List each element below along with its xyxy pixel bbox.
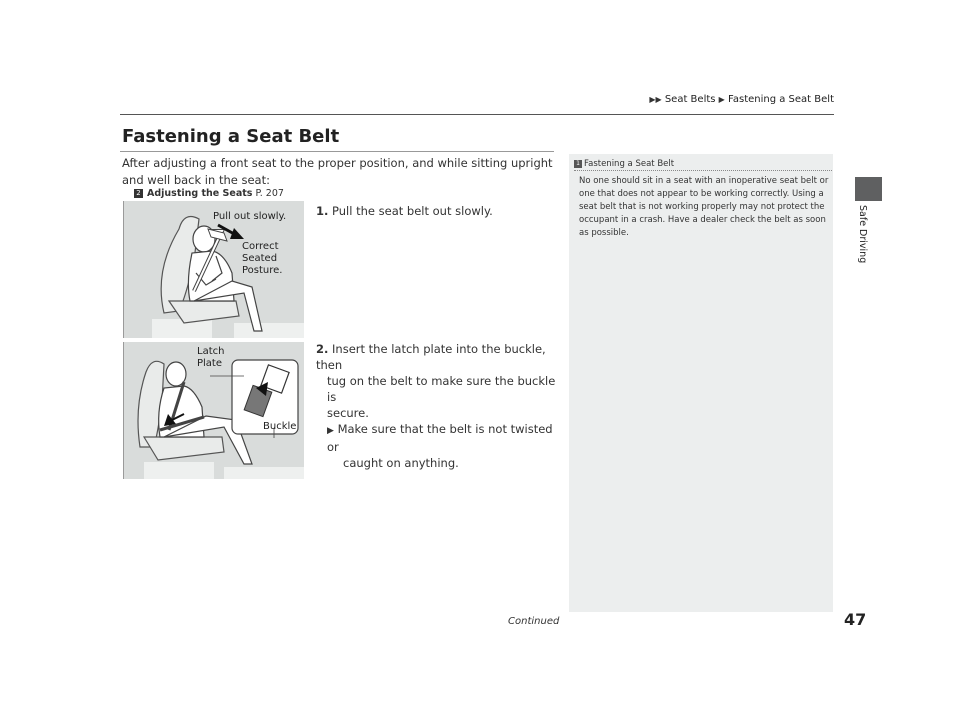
breadcrumb-arrow-icon: ▶▶ [649,95,662,104]
continued-text: Continued [508,616,560,627]
xref-page: P. 207 [255,188,284,199]
figure-label-seated: Seated [242,253,278,264]
intro-text: After adjusting a front seat to the proper position, and while sitting upright and well back in the seat: [122,156,553,187]
breadcrumb-item-fastening[interactable]: Fastening a Seat Belt [728,94,834,105]
step-1 [316,203,556,219]
figure-label-pull: Pull out slowly. [213,211,287,222]
breadcrumb [500,94,834,105]
step-number: 2. [316,342,329,356]
step-text-line: tug on the belt to make sure the buckle is [327,374,556,404]
section-title: Fastening a Seat Belt [122,126,340,147]
section-tab-marker [855,177,882,201]
note-title [574,159,674,169]
figure-label-posture: Posture. [242,265,283,276]
step-text-line: Insert the latch plate into the buckle, then [316,342,546,372]
step-number: 1. [316,204,329,218]
cross-reference-icon: 2 [134,189,143,198]
breadcrumb-arrow-icon: ▶ [718,95,725,104]
section-tab-text: Safe Driving [857,205,868,264]
figure-label-buckle: Buckle [263,421,297,432]
sub-bullet-arrow-icon: ▶ [327,426,334,436]
header-divider [120,114,834,115]
xref-label: Adjusting the Seats [147,188,253,199]
figure-label-latch: Latch [197,346,225,357]
step-2 [316,341,560,471]
note-title-text: Fastening a Seat Belt [584,159,675,169]
note-icon: 1 [574,160,582,168]
title-divider [120,151,554,152]
sub-step-text: Make sure that the belt is not twisted or [327,422,553,454]
figure-label-plate: Plate [197,358,223,369]
sub-step-text: caught on anything. [343,456,459,470]
page-number: 47 [844,610,867,629]
step-text-line: secure. [327,406,369,420]
section-tab-label[interactable] [850,205,886,285]
cross-reference-link[interactable] [134,188,284,199]
note-divider [574,170,832,171]
breadcrumb-item-seat-belts[interactable]: Seat Belts [664,94,716,105]
figure-label-correct: Correct [242,241,279,252]
step-text: Pull the seat belt out slowly. [332,204,493,218]
note-body: No one should sit in a seat with an inoperative seat belt or one that does not appear to be working correctly. Using a seat belt that is not working properly may not protect the occupant in a crash. Have a dealer check the belt as soon as possible. [579,176,829,238]
